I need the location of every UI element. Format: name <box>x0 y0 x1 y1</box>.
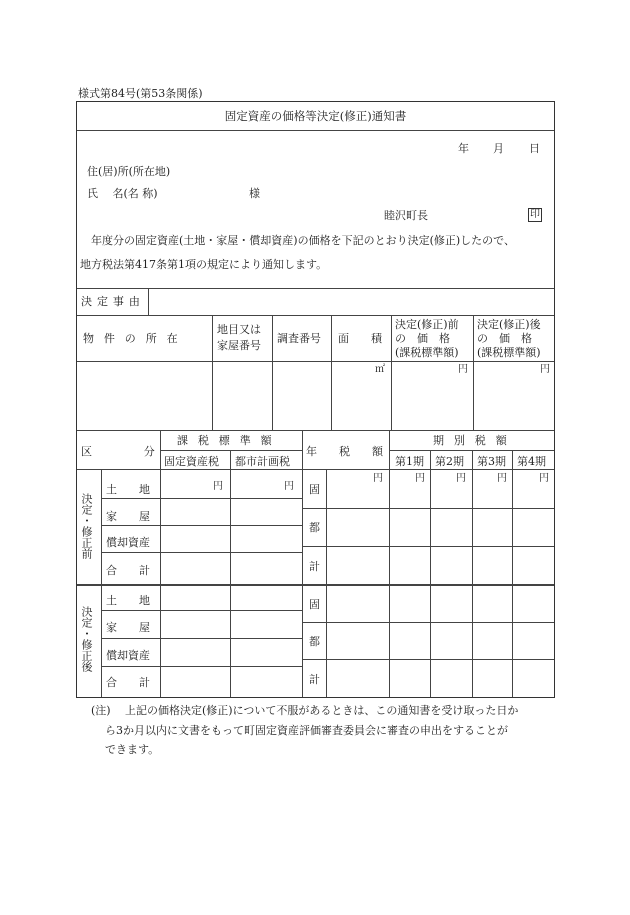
before-price-header-3: (課税標準額) <box>395 346 459 359</box>
city-planning-tax-header: 都市計画税 <box>235 455 290 468</box>
date-day: 日 <box>529 142 540 155</box>
after-price-unit: 円 <box>540 364 550 375</box>
group-divider <box>77 584 554 586</box>
installment-1-header: 第1期 <box>395 455 424 468</box>
after-tax-city: 都 <box>309 635 320 648</box>
after-group-label: 決定・修正後 <box>80 606 93 672</box>
col-divider-3 <box>331 315 332 430</box>
before-row-line-1 <box>101 498 302 499</box>
before-tax-total: 計 <box>309 560 320 573</box>
land-category-header-1: 地目又は <box>217 323 261 336</box>
area-unit: ㎡ <box>375 364 385 375</box>
before-row-depreciable: 償却資産 <box>106 536 150 549</box>
tax-col-divider-4 <box>326 469 327 697</box>
decision-reason-divider <box>148 288 149 315</box>
col-divider-1 <box>212 315 213 430</box>
col-divider-5 <box>473 315 474 430</box>
before-tax-fixed: 固 <box>309 483 320 496</box>
body-line-2: 地方税法第417条第1項の規定により通知します。 <box>80 258 328 271</box>
survey-number-header: 調査番号 <box>277 332 321 345</box>
tax-col-divider-1b <box>160 469 161 697</box>
installment-2-header: 第2期 <box>435 455 464 468</box>
property-table-bottom <box>77 430 554 431</box>
before-tax-line-2 <box>302 546 554 547</box>
tax-header-bottom <box>77 469 554 470</box>
tax-col-divider-5 <box>389 430 390 697</box>
note-line-1: 上記の価格決定(修正)について不服があるときは、この通知書を受け取った日か <box>125 704 519 717</box>
after-tax-line-2 <box>302 659 554 660</box>
note-line-3: できます。 <box>105 743 160 756</box>
before-row-land: 土 地 <box>106 483 150 496</box>
annual-tax-header: 年 税 額 <box>306 445 383 458</box>
after-tax-total: 計 <box>309 673 320 686</box>
before-city-yen: 円 <box>284 481 294 492</box>
before-inst3-yen: 円 <box>497 473 507 484</box>
after-row-depreciable: 償却資産 <box>106 649 150 662</box>
note-prefix: (注) <box>91 704 111 717</box>
col-divider-2 <box>272 315 273 430</box>
date-year: 年 <box>458 142 469 155</box>
land-category-header-2: 家屋番号 <box>217 339 261 352</box>
after-row-line-2 <box>101 638 302 639</box>
after-price-header-2: の 価 格 <box>477 332 532 345</box>
before-tax-line-1 <box>302 508 554 509</box>
document-title: 固定資産の価格等決定(修正)通知書 <box>224 109 407 123</box>
before-fixed-yen: 円 <box>213 481 223 492</box>
issuer-name: 睦沢町長 <box>384 209 428 222</box>
property-header-bottom <box>77 361 554 362</box>
fixed-asset-tax-header: 固定資産税 <box>164 455 219 468</box>
before-inst2-yen: 円 <box>456 473 466 484</box>
property-location-header: 物件の所在 <box>83 332 188 345</box>
address-label: 住(居)所(所在地) <box>87 165 171 178</box>
after-row-line-3 <box>101 666 302 667</box>
after-row-total: 合 計 <box>106 676 150 689</box>
division-header: 区 分 <box>81 445 165 458</box>
group-label-divider <box>101 469 102 697</box>
before-row-line-3 <box>101 552 302 553</box>
area-header: 面 積 <box>338 332 382 345</box>
before-row-total: 合 計 <box>106 564 150 577</box>
decision-reason-label: 決定事由 <box>81 295 145 308</box>
col-divider-4 <box>391 315 392 430</box>
installment-3-header: 第3期 <box>477 455 506 468</box>
before-inst4-yen: 円 <box>539 473 549 484</box>
notice-form <box>76 101 555 698</box>
before-annual-yen: 円 <box>373 473 383 484</box>
body-line-1: 年度分の固定資産(土地・家屋・償却資産)の価格を下記のとおり決定(修正)したので、 <box>91 234 515 247</box>
after-price-header-1: 決定(修正)後 <box>477 318 541 331</box>
after-price-header-3: (課税標準額) <box>477 346 541 359</box>
before-group-label: 決定・修正前 <box>80 493 93 559</box>
before-row-house: 家 屋 <box>106 510 150 523</box>
after-row-house: 家 屋 <box>106 621 150 634</box>
installment-tax-header: 期別税額 <box>433 434 517 447</box>
tax-col-divider-3 <box>302 430 303 697</box>
note-line-2: ら3か月以内に文書をもって町固定資産評価審査委員会に審査の申出をすることが <box>105 724 508 737</box>
before-price-unit: 円 <box>458 364 468 375</box>
title-divider <box>77 130 554 131</box>
taxable-standard-sub-divider <box>160 450 302 451</box>
installment-4-header: 第4期 <box>517 455 546 468</box>
decision-reason-bottom <box>77 315 554 316</box>
after-tax-line-1 <box>302 622 554 623</box>
name-label: 氏 名(名 称) <box>87 187 158 200</box>
before-tax-city: 都 <box>309 521 320 534</box>
before-row-line-2 <box>101 525 302 526</box>
after-row-land: 土 地 <box>106 594 150 607</box>
before-price-header-1: 決定(修正)前 <box>395 318 459 331</box>
tax-col-divider-2 <box>230 450 231 697</box>
honorific: 様 <box>249 187 260 200</box>
after-row-line-1 <box>101 610 302 611</box>
date-month: 月 <box>493 142 504 155</box>
form-number-label: 様式第84号(第53条関係) <box>78 87 203 100</box>
after-tax-fixed: 固 <box>309 598 320 611</box>
taxable-standard-header: 課税標準額 <box>177 434 282 447</box>
seal-mark: 印 <box>530 209 540 220</box>
before-price-header-2: の 価 格 <box>395 332 450 345</box>
before-inst1-yen: 円 <box>415 473 425 484</box>
